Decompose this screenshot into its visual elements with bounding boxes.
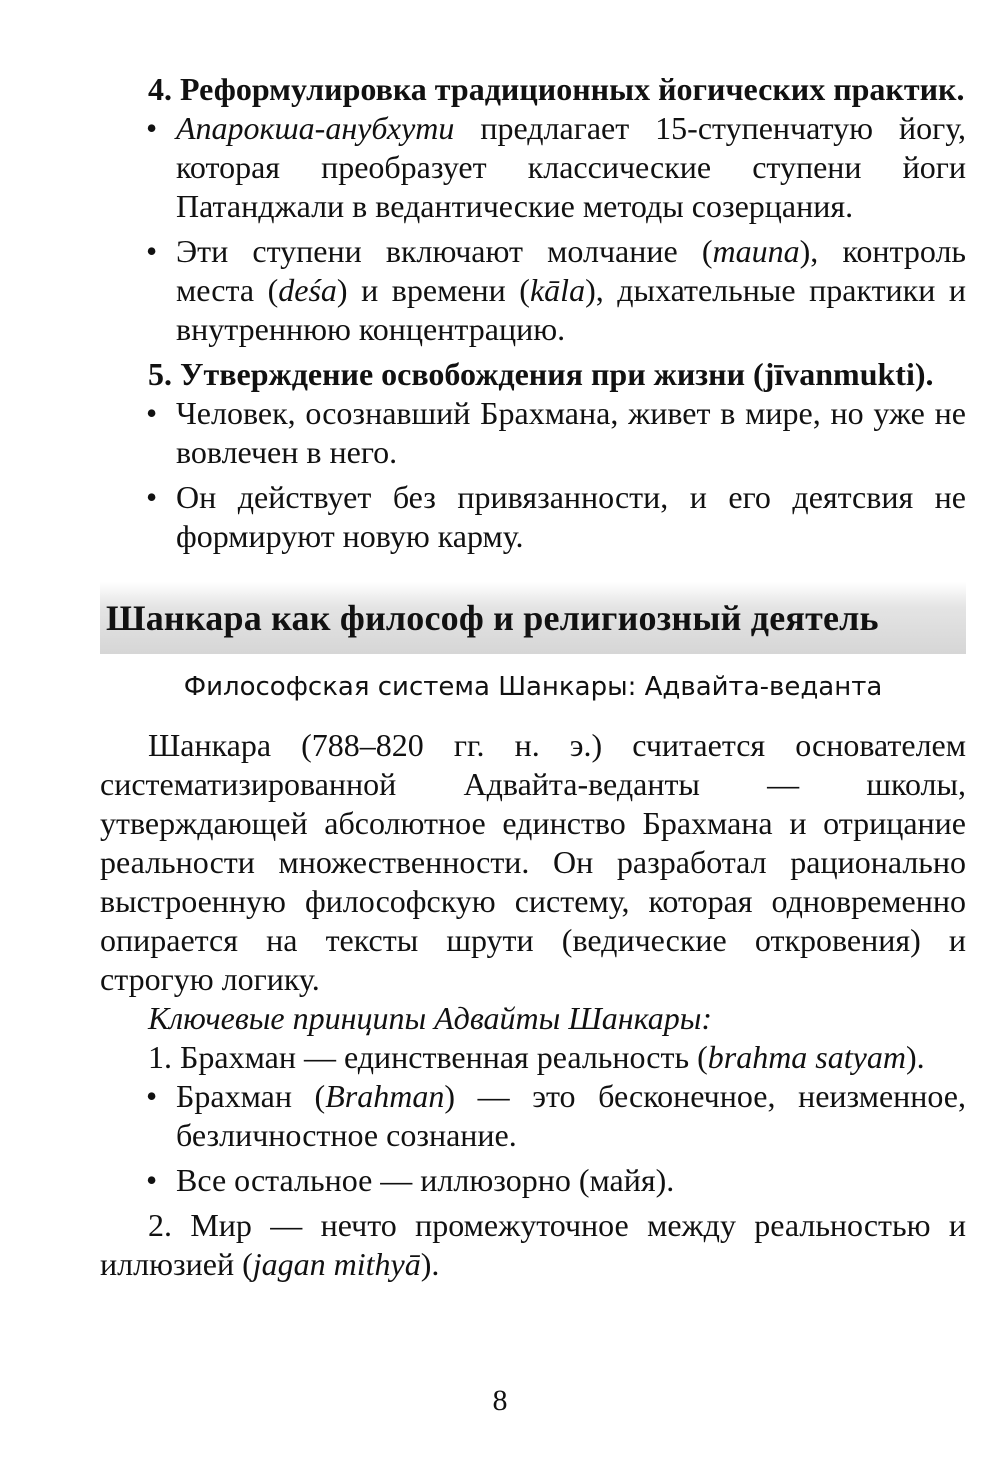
list-item-text: Он действует без привязанности, и его деятсвия не формируют новую карму.: [176, 479, 966, 554]
bullet-icon: •: [146, 1078, 158, 1114]
list-item: [100, 1161, 966, 1200]
page-number: 8: [492, 1384, 508, 1417]
chapter-title: Шанкара как философ и религиозный деятель: [106, 598, 879, 638]
bullet-icon: •: [146, 233, 158, 269]
list-item-text: Брахман (: [176, 1078, 326, 1114]
chapter-heading-band: [100, 582, 966, 654]
subtitle: Философская система Шанкары: Адвайта-веданта: [183, 672, 883, 702]
list-item: [100, 1077, 966, 1155]
list-item-text: Человек, осознавший Брахмана, живет в мире, но уже не вовлечен в него.: [176, 395, 966, 470]
list-item-text: ) и времени (: [336, 272, 530, 308]
principle-text: ).: [905, 1039, 925, 1075]
intro-paragraph: Шанкара (788–820 гг. н. э.) считается основателем систематизированной Адвайта-веданты — школы, утверждающей абсолютное единство Брахмана и отрицание реальности множественности. Он разработал рационально выстроенную философскую систему, которая одновременно опирается на тексты шрути (ведические откровения) и строгую логику.: [100, 727, 966, 997]
list-item-text: предлагает 15-ступенчатую йогу, которая преобразует классические ступени йоги Патанджали в ведантические методы созерцания.: [176, 110, 966, 224]
list-item: [100, 478, 966, 556]
principles-title: Ключевые принципы Адвайты Шанкары:: [148, 1000, 713, 1036]
list-item: [100, 109, 966, 226]
principle-text: 1. Брахман — единственная реальность (: [148, 1039, 708, 1075]
term-italic: Апарокша-анубхути: [176, 110, 455, 146]
bullet-icon: •: [146, 479, 158, 515]
list-item-text: ) — это бесконечное, неизменное, безличностное сознание.: [176, 1078, 967, 1153]
list-item-text: ), контроль места (: [176, 233, 967, 308]
bullet-icon: •: [146, 1162, 158, 1198]
list-item: [100, 232, 966, 349]
list-item-text: ), дыхательные практики и внутреннюю концентрацию.: [176, 272, 967, 347]
page-content: [100, 70, 966, 1284]
section-5-heading: 5. Утверждение освобождения при жизни (jīvanmukti).: [148, 356, 934, 392]
term-italic: deśa: [278, 272, 337, 308]
section-4-heading: 4. Реформулировка традиционных йогических практик.: [148, 71, 965, 107]
bullet-icon: •: [146, 395, 158, 431]
list-item-text: Эти ступени включают молчание (: [176, 233, 713, 269]
principle-1: [100, 1038, 966, 1077]
term-italic: Brahman: [325, 1078, 445, 1114]
bullet-icon: •: [146, 110, 158, 146]
principle-text: 2. Мир — нечто промежуточное между реальностью и иллюзией (: [100, 1207, 966, 1282]
list-item-text: Все остальное — иллюзорно (майя).: [176, 1162, 675, 1198]
principle-2: [100, 1206, 966, 1284]
term-italic: jagan mithyā: [252, 1246, 421, 1282]
term-italic: brahma satyam: [707, 1039, 906, 1075]
term-italic: kāla: [529, 272, 586, 308]
term-italic: mauna: [712, 233, 800, 269]
principle-text: ).: [420, 1246, 440, 1282]
list-item: [100, 394, 966, 472]
